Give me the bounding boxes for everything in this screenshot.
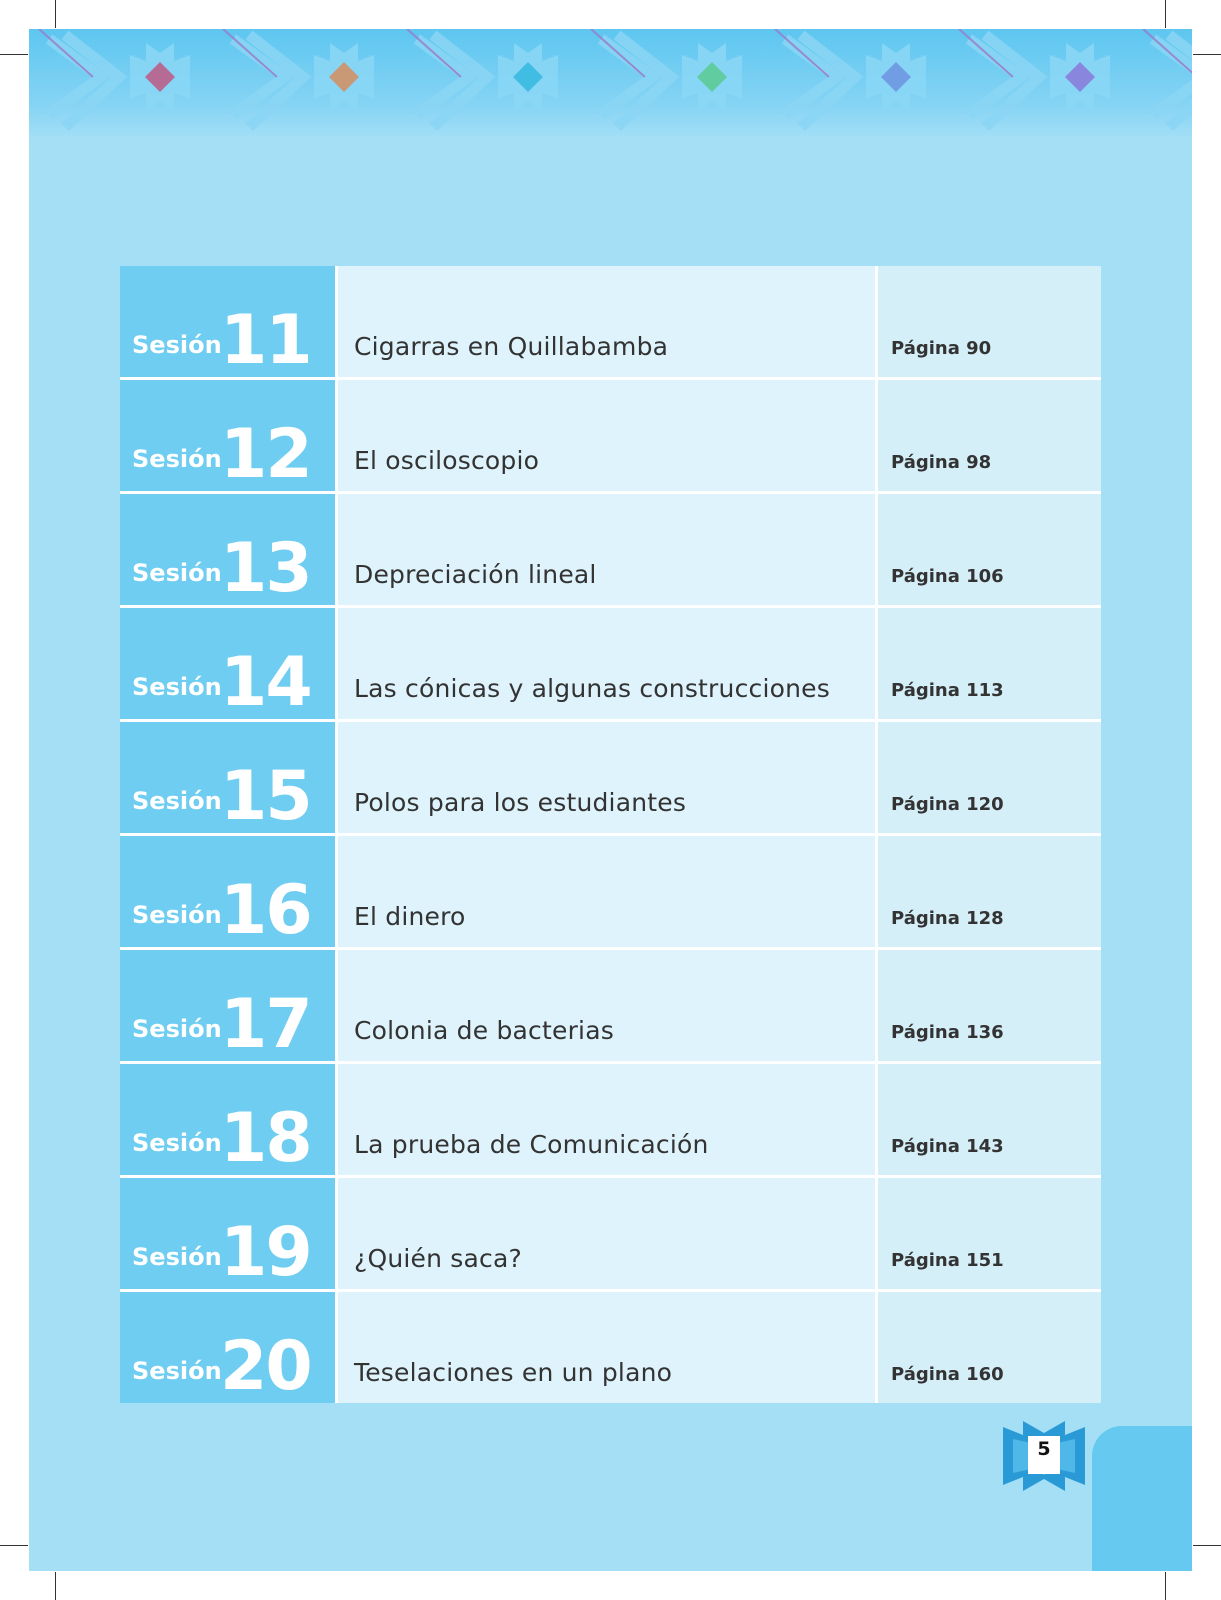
table-of-contents: [120, 266, 1101, 1406]
session-number: 17: [220, 985, 311, 1064]
session-label: Sesión: [132, 1243, 222, 1271]
session-label: Sesión: [132, 445, 222, 473]
title-cell: [338, 1292, 875, 1403]
page-reference: Página 128: [891, 908, 1004, 929]
toc-row: [120, 1292, 1101, 1406]
toc-row: [120, 1064, 1101, 1178]
crop-mark: [1193, 1545, 1221, 1546]
toc-row: [120, 722, 1101, 836]
session-label: Sesión: [132, 331, 222, 359]
page-reference: Página 120: [891, 794, 1004, 815]
session-title: Depreciación lineal: [354, 560, 597, 589]
session-number: 15: [220, 757, 311, 836]
session-label: Sesión: [132, 559, 222, 587]
crop-mark: [55, 1572, 56, 1600]
session-cell: [120, 266, 335, 380]
session-number: 13: [220, 529, 311, 608]
toc-row: [120, 266, 1101, 380]
title-cell: [338, 494, 875, 605]
title-cell: [338, 266, 875, 377]
toc-row: [120, 836, 1101, 950]
toc-row: [120, 380, 1101, 494]
session-cell: [120, 494, 335, 608]
session-title: ¿Quién saca?: [354, 1244, 522, 1273]
session-cell: [120, 1292, 335, 1406]
session-number: 14: [220, 643, 311, 722]
session-title: Las cónicas y algunas construcciones: [354, 674, 830, 703]
session-title: Colonia de bacterias: [354, 1016, 614, 1045]
session-cell: [120, 1178, 335, 1292]
crop-mark: [0, 1545, 28, 1546]
page-cell: [878, 950, 1101, 1061]
session-label: Sesión: [132, 787, 222, 815]
session-cell: [120, 608, 335, 722]
session-label: Sesión: [132, 1129, 222, 1157]
page-reference: Página 90: [891, 338, 992, 359]
crop-mark: [1165, 0, 1166, 28]
title-cell: [338, 380, 875, 491]
session-cell: [120, 950, 335, 1064]
session-label: Sesión: [132, 1015, 222, 1043]
page-cell: [878, 1292, 1101, 1403]
session-title: Polos para los estudiantes: [354, 788, 687, 817]
page-reference: Página 136: [891, 1022, 1004, 1043]
page-number: 5: [1037, 1438, 1051, 1460]
session-label: Sesión: [132, 1357, 222, 1385]
andean-pattern-banner: [29, 29, 1192, 139]
page-cell: [878, 380, 1101, 491]
page-cell: [878, 836, 1101, 947]
page-reference: Página 160: [891, 1364, 1004, 1385]
page-cell: [878, 722, 1101, 833]
page-reference: Página 98: [891, 452, 992, 473]
page-reference: Página 106: [891, 566, 1004, 587]
crop-mark: [55, 0, 56, 28]
session-number: 19: [220, 1213, 311, 1292]
session-title: Teselaciones en un plano: [354, 1358, 673, 1387]
crop-mark: [0, 54, 28, 55]
page-reference: Página 113: [891, 680, 1004, 701]
title-cell: [338, 722, 875, 833]
page: [29, 29, 1192, 1571]
session-number: 20: [220, 1327, 311, 1406]
page-reference: Página 143: [891, 1136, 1004, 1157]
session-title: El dinero: [354, 902, 466, 931]
page-cell: [878, 1064, 1101, 1175]
title-cell: [338, 836, 875, 947]
corner-tab: [1092, 1426, 1192, 1571]
session-title: El osciloscopio: [354, 446, 540, 475]
session-label: Sesión: [132, 901, 222, 929]
page-cell: [878, 1178, 1101, 1289]
crop-mark: [1165, 1572, 1166, 1600]
session-number: 18: [220, 1099, 311, 1178]
toc-row: [120, 1178, 1101, 1292]
session-number: 16: [220, 871, 311, 950]
toc-row: [120, 950, 1101, 1064]
title-cell: [338, 950, 875, 1061]
session-cell: [120, 836, 335, 950]
session-cell: [120, 380, 335, 494]
session-label: Sesión: [132, 673, 222, 701]
page-cell: [878, 608, 1101, 719]
title-cell: [338, 1064, 875, 1175]
toc-row: [120, 608, 1101, 722]
session-cell: [120, 722, 335, 836]
page-cell: [878, 494, 1101, 605]
session-number: 12: [220, 415, 311, 494]
toc-row: [120, 494, 1101, 608]
title-cell: [338, 608, 875, 719]
session-cell: [120, 1064, 335, 1178]
session-title: La prueba de Comunicación: [354, 1130, 709, 1159]
page-reference: Página 151: [891, 1250, 1004, 1271]
session-number: 11: [220, 301, 311, 380]
crop-mark: [1193, 54, 1221, 55]
page-cell: [878, 266, 1101, 377]
title-cell: [338, 1178, 875, 1289]
session-title: Cigarras en Quillabamba: [354, 332, 669, 361]
